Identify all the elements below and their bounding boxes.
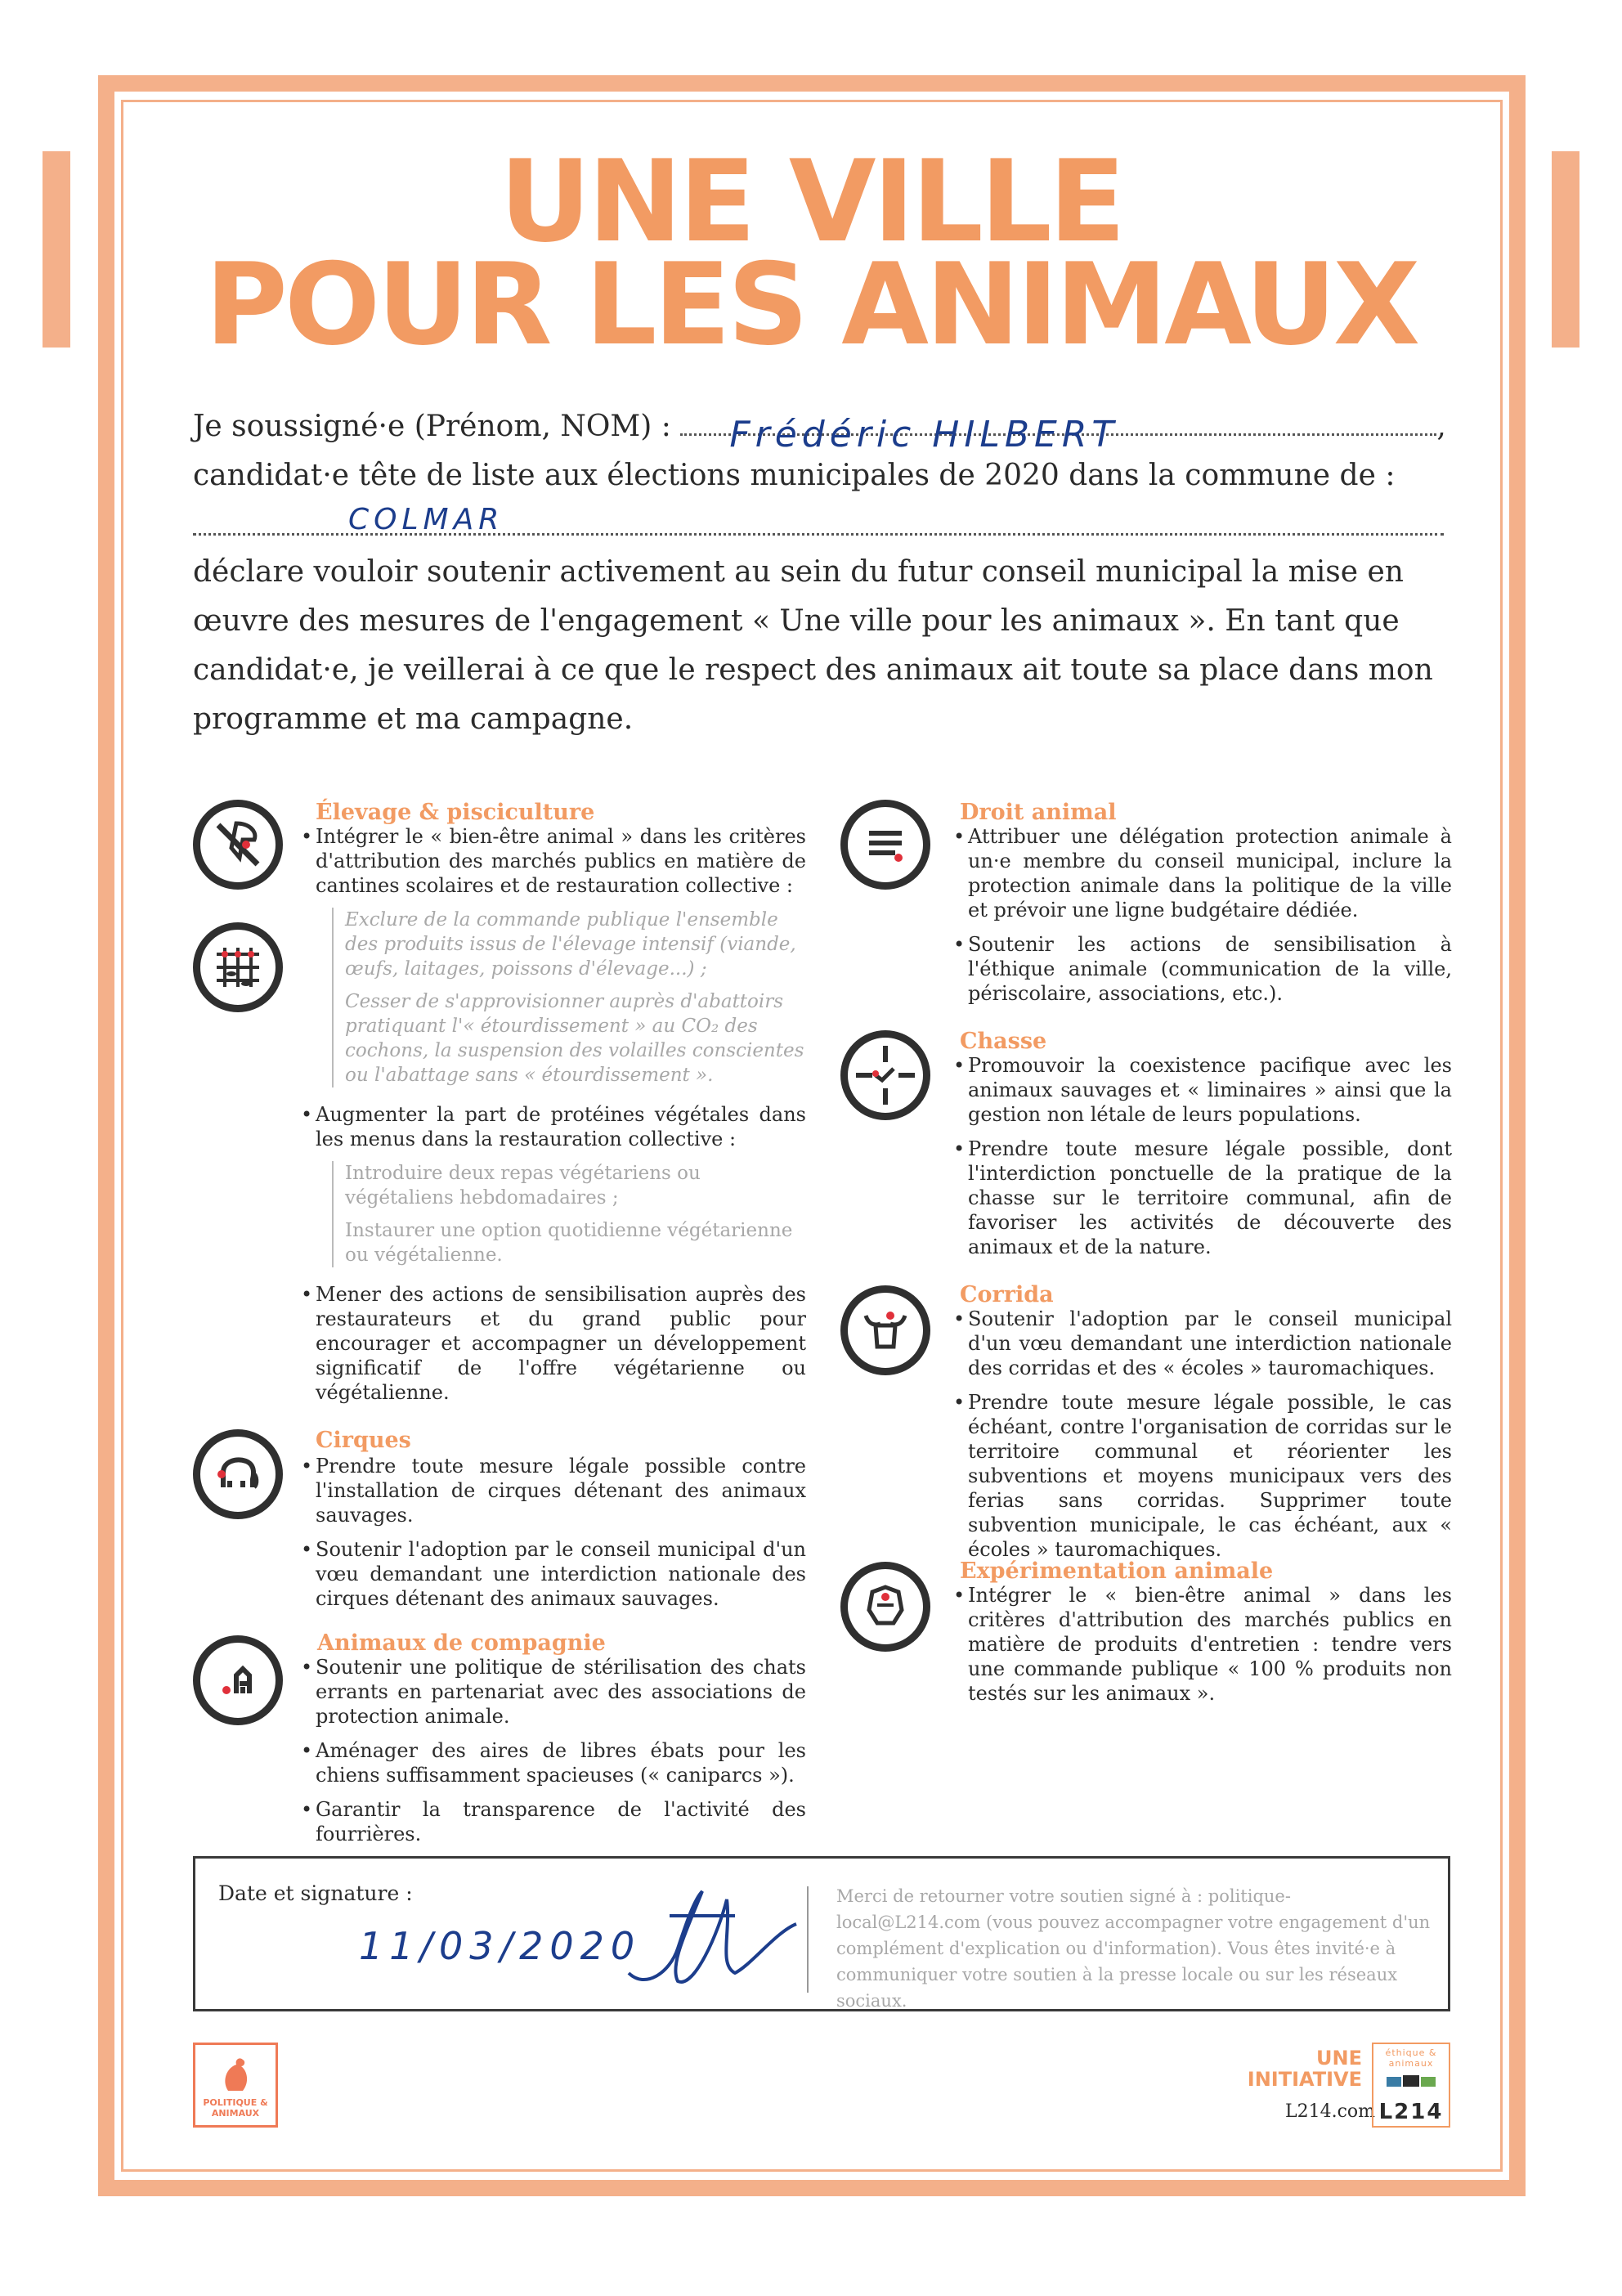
section-title-droit: Droit animal [960,800,1117,825]
elevage-bullet-3: • Mener des actions de sensibilisation auprès des restaurateurs et du grand public pour encourager et accompagner un développement significatif de l'offre végétarienne ou végétalienne. [301,1282,806,1405]
cirques-bullet-1: • Prendre toute mesure légale possible contre l'installation de cirques détenant des animaux sauvages. [301,1454,806,1527]
elevage-bullet-1: • Intégrer le « bien-être animal » dans les critères d'attribution des marchés publics en matière de cantines scolaires et de restauration collective : [301,824,806,898]
elevage-sub-1 [332,908,806,1087]
section-experimentation [953,1583,1452,1715]
section-chasse [953,1053,1452,1269]
signature-divider [807,1886,809,1993]
headline-line-2: POUR LES ANIMAUX [204,239,1418,370]
document-icon [840,800,930,890]
signature-label: Date et signature : [218,1881,413,1905]
elevage-sub-1-1: Exclure de la commande publique l'ensemble des produits issus de l'élevage intensif (viande, œufs, laitages, poissons d'élevage...) ; [345,909,796,980]
section-corrida [953,1307,1452,1572]
signature-scribble[interactable] [621,1883,800,1998]
section-title-chasse: Chasse [960,1029,1047,1054]
bull-icon [840,1285,930,1375]
crosshair-icon [840,1030,930,1120]
section-compagnie [301,1655,806,1856]
corrida-bullet-2: • Prendre toute mesure légale possible, le cas échéant, contre l'organisation de corridas sur le territoire communal et réorienter les subventions et moyens municipaux vers des ferias sans corridas. Supprimer toute subvention municipale, le cas échéant, aux « écoles » tauromachiques. [953,1390,1452,1562]
section-title-cirques: Cirques [316,1428,411,1453]
section-title-elevage: Élevage & pisciculture [316,800,595,825]
politique-animaux-text: POLITIQUE & ANIMAUX [203,2097,268,2119]
chasse-bullet-2: • Prendre toute mesure légale possible, dont l'interdiction ponctuelle de la pratique de la chasse sur le territoire communal, afin de favoriser les activités de découverte des animaux et de la nature. [953,1137,1452,1259]
droit-bullet-2: • Soutenir les actions de sensibilisation à l'éthique animale (communication de la ville, périscolaire, associations, etc.). [953,932,1452,1006]
commune-label: candidat·e tête de liste aux élections municipales de 2020 dans la commune de : [193,459,1396,492]
section-title-corrida: Corrida [960,1282,1054,1307]
l214-brand: L214 [1378,2100,1444,2124]
rooster-icon [213,2052,259,2097]
signature-date-handwritten[interactable]: 11/03/2020 [359,1924,642,1968]
farming-fish-icon [193,800,283,890]
elevage-sub-2-2: Instaurer une option quotidienne végétarienne ou végétalienne. [345,1220,793,1266]
droit-bullet-1: • Attribuer une délégation protection animale à un·e membre du conseil municipal, inclure la protection animale dans la politique de la ville et prévoir une ligne budgétaire dédiée. [953,824,1452,922]
pet-dog-icon [193,1635,283,1725]
elevage-sub-2 [332,1161,806,1267]
section-title-compagnie: Animaux de compagnie [317,1630,606,1656]
declaration-text: déclare vouloir soutenir activement au sein du futur conseil municipal la mise en œuvre des mesures de l'engagement « Une ville pour les animaux ». En tant que candidat·e, je veillerai à ce que le respect des animaux ait toute sa place dans mon programme et ma campagne. [193,555,1433,736]
frame-tab-right [1552,151,1579,348]
fish-farm-grid-icon [193,922,283,1012]
experimentation-bullet-1: • Intégrer le « bien-être animal » dans les critères d'attribution des marchés publics en matière de produits d'entretien : tendre vers une commande publique « 100 % produits non testés sur les animaux ». [953,1583,1452,1706]
compagnie-bullet-1: • Soutenir une politique de stérilisation des chats errants en partenariat avec des associations de protection animale. [301,1655,806,1729]
initiative-line-1: UNE [1316,2047,1362,2070]
initiative-line-2: INITIATIVE [1247,2068,1362,2091]
name-label: Je soussigné·e (Prénom, NOM) : [193,410,671,443]
section-title-experimentation: Expérimentation animale [960,1558,1274,1584]
commune-field[interactable] [193,500,1444,536]
section-elevage [301,824,806,1415]
lab-animal-icon [840,1562,930,1652]
elevage-bullet-2: • Augmenter la part de protéines végétales dans les menus dans la restauration collective : [301,1102,806,1151]
signature-box [193,1856,1450,2011]
ethique-label: éthique & animaux [1385,2047,1437,2069]
elevage-sub-1-2: Cesser de s'approvisionner auprès d'abattoirs pratiquant l'« étourdissement » au CO₂ des cochons, la suspension des volailles conscientes ou l'abattage sans « étourdissement ». [345,991,804,1086]
name-row: Je soussigné·e (Prénom, NOM) : Frédéric HILBERT , [193,402,1452,451]
commune-handwritten: COLMAR [348,503,504,536]
elephant-icon [193,1429,283,1519]
l214-url-link[interactable]: L214.com [1285,2101,1376,2122]
section-droit [953,824,1452,1016]
frame-tab-left [43,151,70,348]
corrida-bullet-1: • Soutenir l'adoption par le conseil municipal d'un vœu demandant une interdiction nationale des corridas et des « écoles » tauromachiques. [953,1307,1452,1380]
name-handwritten: Frédéric HILBERT [729,414,1119,455]
politique-animaux-logo [193,2043,278,2128]
headline-line-1: UNE VILLE [499,136,1123,267]
initiative-label [1241,2047,1362,2090]
chasse-bullet-1: • Promouvoir la coexistence pacifique avec les animaux sauvages et « liminaires » ainsi que la gestion non létale de leurs populations. [953,1053,1452,1127]
commune-row [193,500,1452,541]
compagnie-bullet-2: • Aménager des aires de libres ébats pour les chiens suffisamment spacieuses (« caniparcs »). [301,1738,806,1787]
compagnie-bullet-3: • Garantir la transparence de l'activité des fourrières. [301,1797,806,1846]
farm-animals-icon [1385,2069,1437,2095]
elevage-sub-2-1: Introduire deux repas végétariens ou végétaliens hebdomadaires ; [345,1163,701,1209]
signature-note: Merci de retourner votre soutien signé à : politique-local@L214.com (vous pouvez accompagner votre engagement d'un complément d'explication ou d'information). Vous êtes invité·e à communiquer votre soutien à la presse locale ou sur les réseaux sociaux. [836,1886,1431,2011]
section-cirques [301,1454,806,1621]
cirques-bullet-2: • Soutenir l'adoption par le conseil municipal d'un vœu demandant une interdiction nationale des cirques détenant des animaux sauvages. [301,1537,806,1611]
l214-logo-block [1241,2043,1452,2128]
l214-logo [1372,2043,1450,2128]
